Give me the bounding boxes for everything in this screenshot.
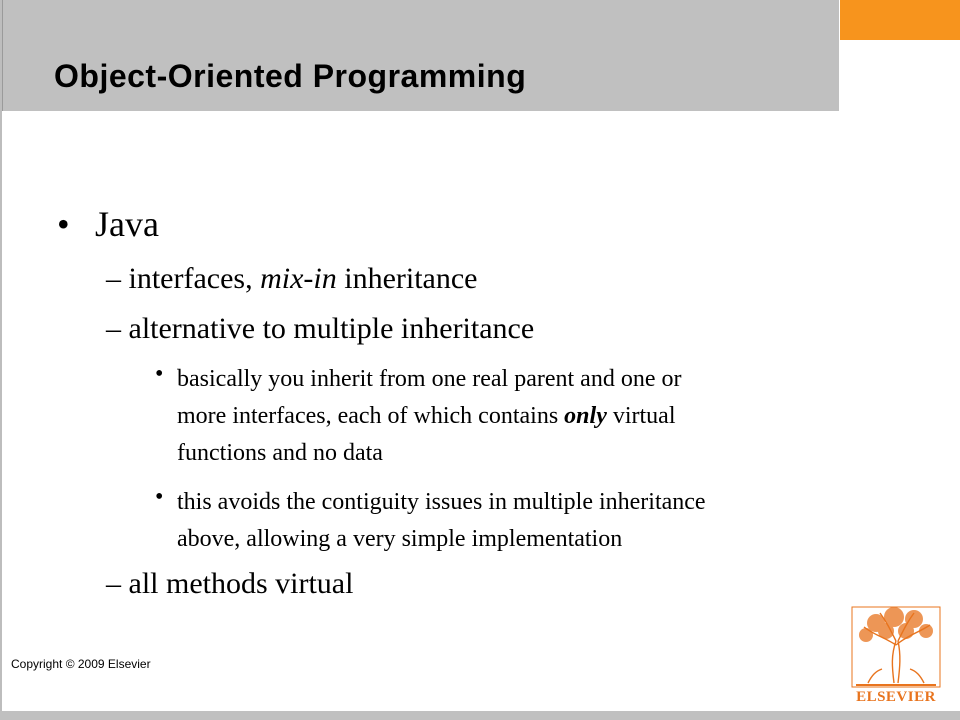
tree-icon <box>846 605 946 689</box>
detail-text: more interfaces, each of which contains <box>177 403 565 429</box>
detail-line <box>177 398 681 435</box>
bottom-bar <box>0 711 960 720</box>
dash-symbol: – <box>106 262 121 295</box>
detail-line: above, allowing a very simple implementation <box>177 526 623 552</box>
sub-bullet-text: inheritance <box>336 262 478 295</box>
dash-symbol: – <box>106 567 121 600</box>
detail-bullet-basically <box>177 361 681 472</box>
sub-bullet-text: alternative to multiple inheritance <box>128 312 535 345</box>
sub-bullet-text: interfaces, <box>128 262 261 295</box>
copyright-footer: Copyright © 2009 Elsevier <box>11 657 151 671</box>
bullet-symbol: • <box>57 204 70 244</box>
sub-bullet-emphasis: mix-in <box>260 262 337 295</box>
bullet-symbol: • <box>155 361 164 387</box>
sub-bullet-virtual <box>106 567 353 601</box>
detail-line: this avoids the contiguity issues in multiple inheritance <box>177 489 706 515</box>
detail-bullet-contiguity <box>177 484 706 558</box>
logo-wordmark: ELSEVIER <box>856 689 936 705</box>
sub-bullet-interfaces <box>106 262 478 296</box>
elsevier-logo <box>846 605 946 709</box>
bullet-symbol: • <box>155 484 164 510</box>
detail-text: virtual <box>606 403 676 429</box>
sub-bullet-alternative <box>106 312 534 346</box>
bullet-java: Java <box>95 204 159 244</box>
dash-symbol: – <box>106 312 121 345</box>
detail-line: basically you inherit from one real parent and one or <box>177 366 682 392</box>
detail-line: functions and no data <box>177 440 383 466</box>
slide-title: Object-Oriented Programming <box>54 58 527 94</box>
detail-emphasis: only <box>564 403 607 429</box>
sub-bullet-text: all methods virtual <box>128 567 354 600</box>
